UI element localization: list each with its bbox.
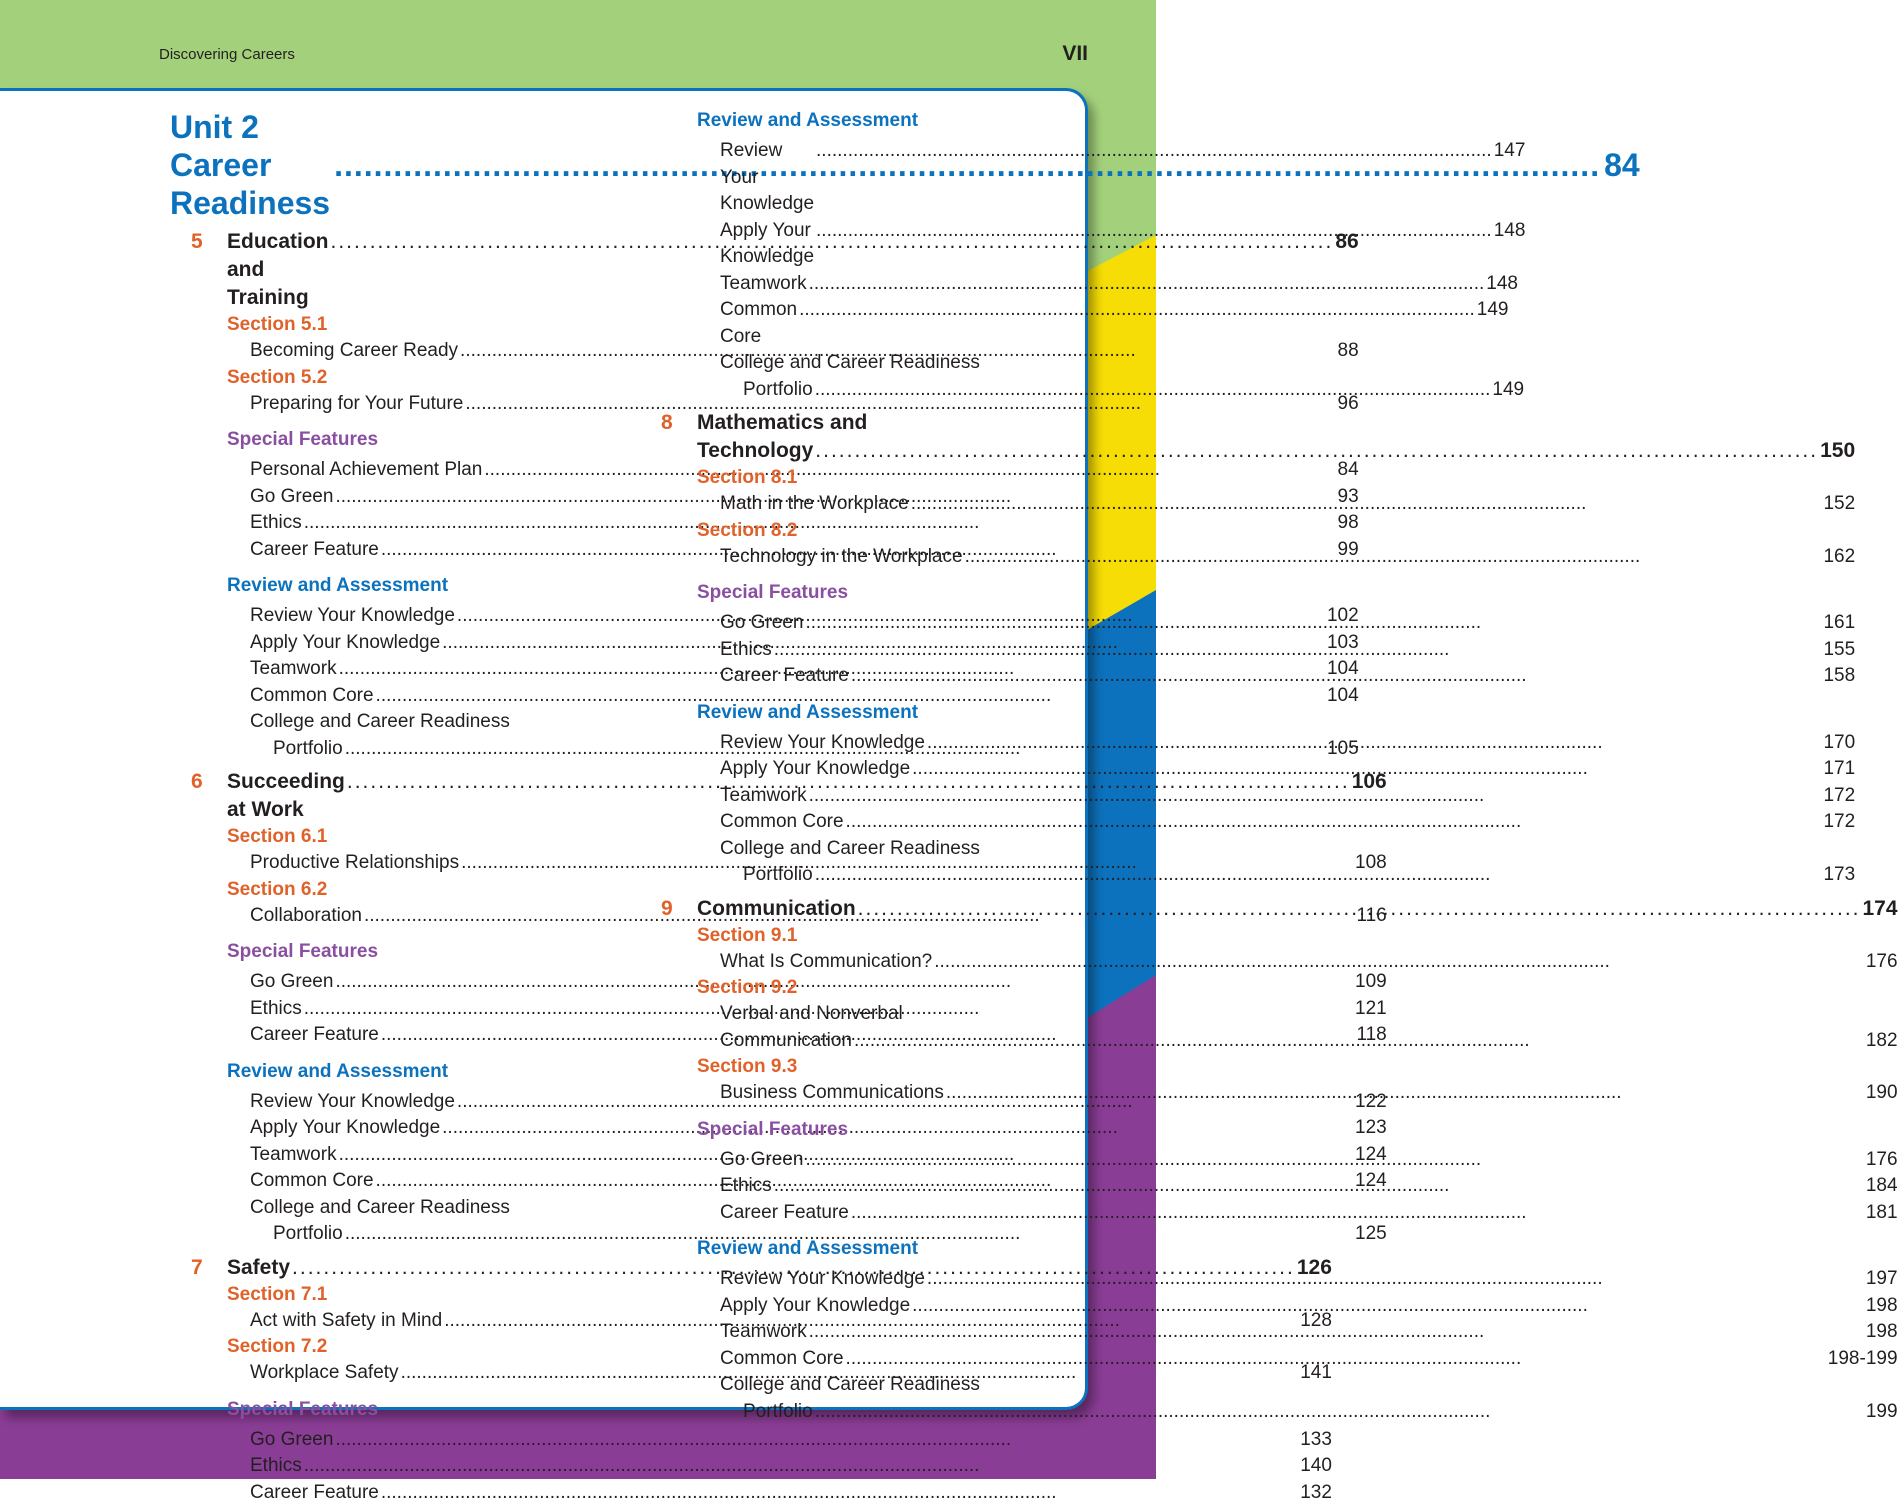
chapter-page: 86 bbox=[1335, 228, 1358, 312]
chapter-6 bbox=[170, 768, 595, 1248]
chapter-title-line1: Mathematics and bbox=[697, 409, 1855, 437]
chapter-page: 174 bbox=[1862, 895, 1897, 923]
toc-entry-label: College and Career Readiness bbox=[227, 709, 1359, 736]
special-features-heading: Special Features bbox=[227, 1397, 1332, 1423]
toc-entry-label: College and Career Readiness bbox=[697, 350, 1066, 377]
toc-entry[interactable]: Apply Your Knowledge ..... 148 bbox=[697, 218, 1066, 271]
unit-page: 84 bbox=[1604, 146, 1640, 222]
toc-entry-label: College and Career Readiness bbox=[697, 836, 1855, 863]
section-heading: Section 7.1 bbox=[227, 1282, 1332, 1308]
toc-entry[interactable]: Preparing for Your Future ..... 96 bbox=[227, 391, 1359, 418]
toc-entry[interactable]: Go Green ..... 133 bbox=[227, 1427, 1332, 1454]
toc-entry-label: College and Career Readiness bbox=[697, 1372, 1898, 1399]
chapter-title: Education and Training bbox=[227, 228, 329, 312]
toc-entry[interactable]: Career Feature ..... 158 bbox=[697, 663, 1855, 690]
review-assessment-heading: Review and Assessment bbox=[697, 1236, 1898, 1262]
toc-entry[interactable]: Ethics ..... 140 bbox=[227, 1453, 1332, 1480]
toc-entry[interactable]: Review Your Knowledge ..... 197 bbox=[697, 1266, 1898, 1293]
toc-entry[interactable]: Ethics ..... 121 bbox=[227, 996, 1387, 1023]
toc-entry[interactable]: Collaboration ..... 116 bbox=[227, 903, 1387, 930]
toc-entry[interactable]: Common Core ..... 172 bbox=[697, 809, 1855, 836]
special-features-heading: Special Features bbox=[227, 427, 1359, 453]
chapter-page: 150 bbox=[1820, 437, 1855, 465]
toc-entry[interactable]: Teamwork ..... 104 bbox=[227, 656, 1359, 683]
section-heading: Section 9.3 bbox=[697, 1054, 1898, 1080]
unit-name: Career Readiness bbox=[170, 146, 330, 222]
toc-entry[interactable]: Personal Achievement Plan ..... 84 bbox=[227, 457, 1359, 484]
toc-entry[interactable]: Business Communications ..... 190 bbox=[697, 1080, 1898, 1107]
toc-entry[interactable]: Common Core ..... 149 bbox=[697, 297, 1066, 350]
chapter-number: 5 bbox=[170, 230, 227, 254]
review-assessment-heading: Review and Assessment bbox=[227, 1059, 1387, 1085]
unit-name-row[interactable] bbox=[170, 146, 595, 222]
toc-entry[interactable]: Go Green ..... 109 bbox=[227, 969, 1387, 996]
toc-entry[interactable]: Apply Your Knowledge ..... 123 bbox=[227, 1115, 1387, 1142]
chapter-title: Safety bbox=[227, 1254, 290, 1282]
running-head: Discovering Careers bbox=[159, 46, 295, 63]
toc-entry[interactable]: Go Green ..... 93 bbox=[227, 484, 1359, 511]
section-heading: Section 8.1 bbox=[697, 465, 1855, 491]
toc-entry[interactable]: Apply Your Knowledge ..... 171 bbox=[697, 756, 1855, 783]
special-features-heading: Special Features bbox=[697, 1117, 1898, 1143]
toc-entry[interactable]: Review Your Knowledge ..... 147 bbox=[697, 138, 1066, 218]
section-heading: Section 9.1 bbox=[697, 923, 1898, 949]
toc-entry[interactable]: Go Green ..... 176 bbox=[697, 1147, 1898, 1174]
toc-entry[interactable]: Ethics ..... 184 bbox=[697, 1173, 1898, 1200]
toc-entry[interactable]: Apply Your Knowledge ..... 198 bbox=[697, 1293, 1898, 1320]
toc-entry[interactable]: Math in the Workplace ..... 152 bbox=[697, 491, 1855, 518]
toc-entry[interactable]: Portfolio ..... 173 bbox=[697, 862, 1855, 889]
section-heading: Section 6.1 bbox=[227, 824, 1387, 850]
chapter-number: 8 bbox=[640, 411, 697, 435]
section-heading: Section 9.2 bbox=[697, 975, 1898, 1001]
toc-entry[interactable]: Common Core ..... 198-199 bbox=[697, 1346, 1898, 1373]
toc-entry[interactable]: Portfolio ..... 125 bbox=[227, 1221, 1387, 1248]
toc-entry[interactable]: Portfolio ..... 105 bbox=[227, 736, 1359, 763]
toc-entry[interactable]: Communication ..... 182 bbox=[697, 1028, 1898, 1055]
special-features-heading: Special Features bbox=[697, 580, 1855, 606]
toc-entry[interactable]: Teamwork ..... 148 bbox=[697, 271, 1066, 298]
toc-entry[interactable]: Teamwork ..... 198 bbox=[697, 1319, 1898, 1346]
toc-entry[interactable]: Go Green ..... 161 bbox=[697, 610, 1855, 637]
chapter-7 bbox=[170, 1254, 595, 1506]
toc-entry[interactable]: Ethics ..... 98 bbox=[227, 510, 1359, 537]
toc-entry[interactable]: Review Your Knowledge ..... 170 bbox=[697, 730, 1855, 757]
toc-left-column bbox=[170, 108, 595, 1506]
toc-entry[interactable]: Portfolio ..... 149 bbox=[697, 377, 1066, 404]
toc-entry[interactable]: Common Core ..... 104 bbox=[227, 683, 1359, 710]
page-header bbox=[0, 0, 1156, 88]
toc-entry[interactable]: Review Your Knowledge ..... 122 bbox=[227, 1089, 1387, 1116]
review-assessment-heading: Review and Assessment bbox=[697, 108, 1066, 134]
chapter-9 bbox=[640, 895, 1066, 1426]
toc-entry[interactable]: Portfolio ..... 199 bbox=[697, 1399, 1898, 1426]
toc-entry[interactable]: Career Feature ..... 132 bbox=[227, 1480, 1332, 1506]
chapter-page: 126 bbox=[1297, 1254, 1332, 1282]
toc-entry[interactable]: Becoming Career Ready ..... 88 bbox=[227, 338, 1359, 365]
chapter-8 bbox=[640, 409, 1066, 889]
section-heading: Section 7.2 bbox=[227, 1334, 1332, 1360]
toc-entry-label: Verbal and Nonverbal bbox=[697, 1001, 1898, 1028]
unit-title: Unit 2 bbox=[170, 108, 595, 146]
chapter-number: 7 bbox=[170, 1256, 227, 1280]
toc-entry[interactable]: Technology in the Workplace ..... 162 bbox=[697, 544, 1855, 571]
toc-entry[interactable]: Ethics ..... 155 bbox=[697, 637, 1855, 664]
toc-entry[interactable]: Career Feature ..... 118 bbox=[227, 1022, 1387, 1049]
special-features-heading: Special Features bbox=[227, 939, 1387, 965]
section-heading: Section 8.2 bbox=[697, 518, 1855, 544]
toc-entry-label: College and Career Readiness bbox=[227, 1195, 1387, 1222]
chapter-title: Succeeding at Work bbox=[227, 768, 345, 824]
toc-entry[interactable]: Common Core ..... 124 bbox=[227, 1168, 1387, 1195]
toc-entry[interactable]: Career Feature ..... 181 bbox=[697, 1200, 1898, 1227]
toc-entry[interactable]: Apply Your Knowledge ..... 103 bbox=[227, 630, 1359, 657]
chapter-page: 106 bbox=[1352, 768, 1387, 824]
section-heading: Section 5.2 bbox=[227, 365, 1359, 391]
chapter-title: Technology bbox=[697, 437, 813, 465]
toc-entry[interactable]: Act with Safety in Mind ..... 128 bbox=[227, 1308, 1332, 1335]
toc-entry[interactable]: Productive Relationships ..... 108 bbox=[227, 850, 1387, 877]
chapter-title-row[interactable] bbox=[697, 895, 1898, 923]
toc-entry[interactable]: Review Your Knowledge ..... 102 bbox=[227, 603, 1359, 630]
chapter-number: 6 bbox=[170, 770, 227, 794]
toc-entry[interactable]: Workplace Safety ..... 141 bbox=[227, 1360, 1332, 1387]
chapter-title: Communication bbox=[697, 895, 856, 923]
toc-entry[interactable]: Teamwork ..... 124 bbox=[227, 1142, 1387, 1169]
toc-entry[interactable]: Career Feature ..... 99 bbox=[227, 537, 1359, 564]
chapter-5 bbox=[170, 228, 595, 762]
section-heading: Section 5.1 bbox=[227, 312, 1359, 338]
chapter-title-row[interactable] bbox=[697, 437, 1855, 465]
section-heading: Section 6.2 bbox=[227, 877, 1387, 903]
toc-right-column bbox=[662, 108, 1066, 1425]
review-assessment-heading: Review and Assessment bbox=[697, 700, 1855, 726]
chapter-number: 9 bbox=[640, 897, 697, 921]
page-number: VII bbox=[1062, 42, 1088, 66]
toc-entry[interactable]: Teamwork ..... 172 bbox=[697, 783, 1855, 810]
toc-entry[interactable]: What Is Communication? ..... 176 bbox=[697, 949, 1898, 976]
review-assessment-heading: Review and Assessment bbox=[227, 573, 1359, 599]
